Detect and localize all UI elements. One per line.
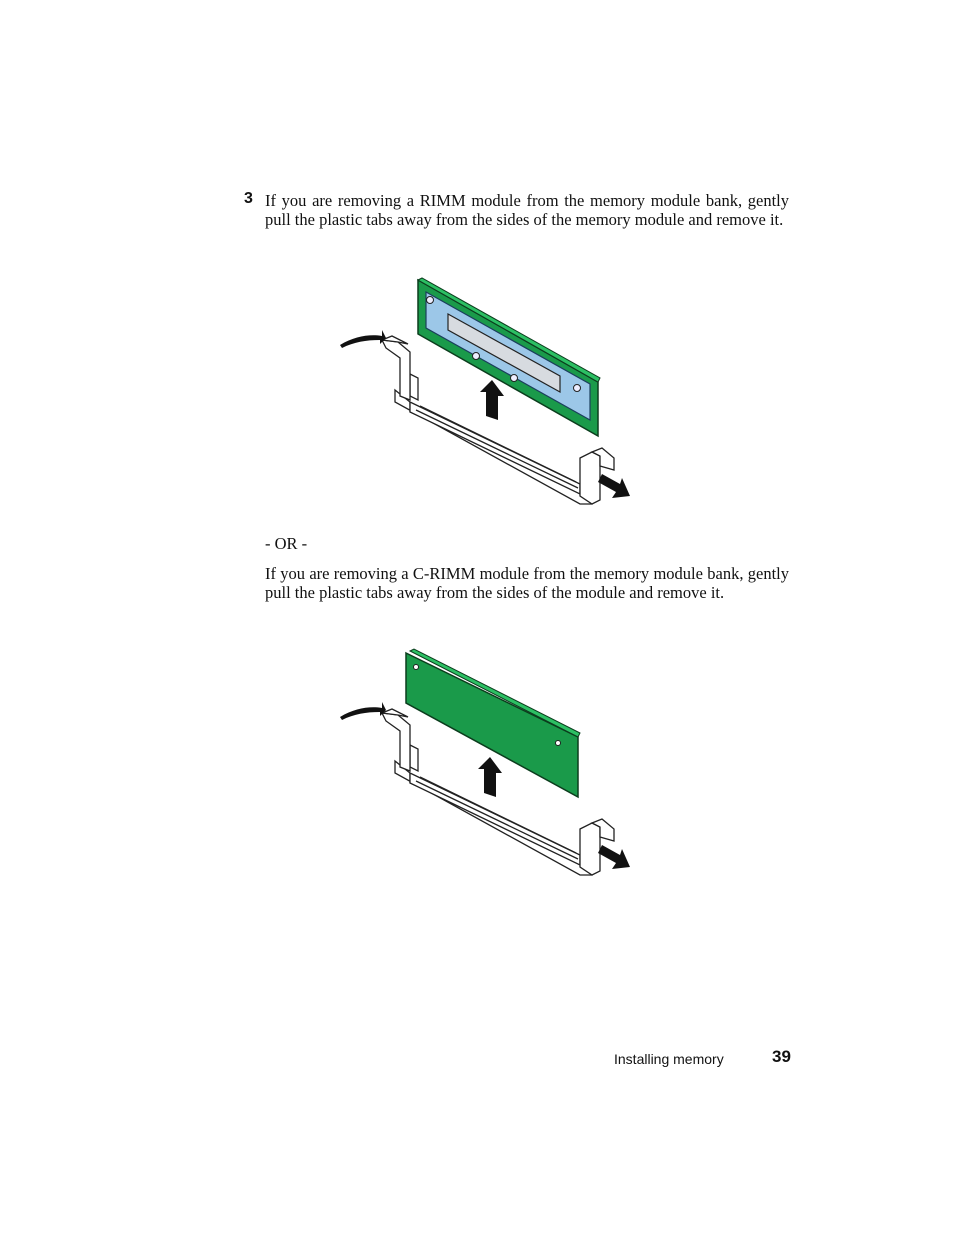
step-instruction: If you are removing a RIMM module from the memory module bank, gently pull the plastic tabs away from the sides of the memory module and remove it.	[265, 191, 789, 229]
crimm-removal-illustration	[330, 645, 650, 880]
rimm-removal-illustration	[330, 270, 650, 510]
footer-section-title: Installing memory	[614, 1051, 724, 1067]
alternate-instruction: If you are removing a C-RIMM module from the memory module bank, gently pull the plastic tabs away from the sides of the module and remove it.	[265, 564, 789, 602]
pull-right-arrow-icon	[598, 474, 630, 498]
page-number: 39	[772, 1047, 791, 1066]
up-arrow-icon	[478, 757, 502, 797]
pull-left-arrow-icon	[340, 330, 386, 348]
pull-left-arrow-icon	[340, 702, 386, 720]
step-number: 3	[244, 190, 253, 207]
rimm-module	[418, 278, 600, 436]
or-separator: - OR -	[265, 534, 308, 553]
up-arrow-icon	[480, 380, 504, 420]
pull-right-arrow-icon	[598, 845, 630, 869]
